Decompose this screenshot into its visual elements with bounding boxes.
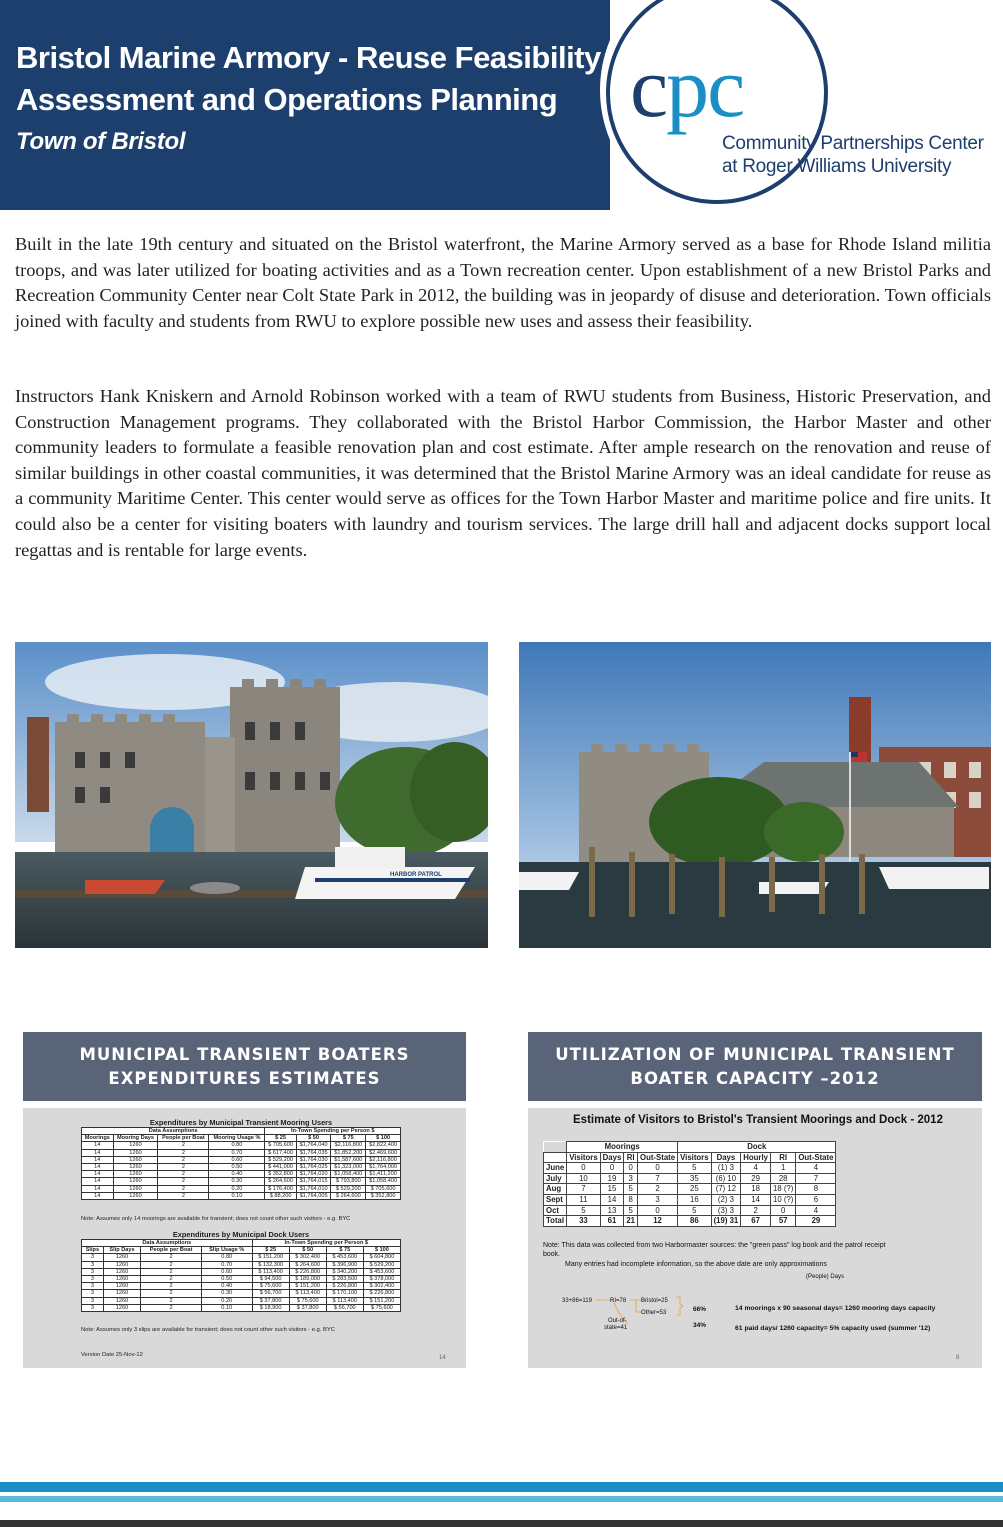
column-header: People per Boat [141,1247,202,1254]
pct-out: 34% [693,1322,707,1329]
flow-other: Other=53 [641,1310,667,1316]
table-cell: 61 [600,1216,624,1227]
table-cell: 14 [82,1149,114,1156]
table-cell: $1,058,400 [366,1178,401,1185]
table-cell: 1260 [113,1185,158,1192]
table-cell: 1260 [103,1261,140,1268]
table-cell: 18 (?) [770,1184,795,1195]
dock-table-caption: Expenditures by Municipal Dock Users [172,1230,310,1239]
table-cell: 18 [741,1184,771,1195]
table-row [82,1276,401,1283]
logo-letter-c2: c [707,39,744,135]
table-cell: 4 [796,1205,836,1216]
table-cell: $ 705,600 [265,1142,296,1149]
table-cell: 14 [82,1164,114,1171]
table-cell: 14 [82,1185,114,1192]
table-cell: 3 [82,1290,104,1297]
table-cell: 29 [796,1216,836,1227]
table-cell: (2) 3 [711,1194,741,1205]
footer-bar-thin [0,1496,1003,1502]
utilization-panel-title [528,1032,982,1101]
table-cell: 0.40 [209,1171,265,1178]
column-header [544,1152,567,1163]
table-group-header: Data Assumptions [82,1128,265,1135]
expenditures-panel-title [23,1032,466,1101]
table-cell: 2 [158,1178,209,1185]
table-cell: 0.50 [201,1276,252,1283]
table-cell: $ 264,600 [331,1192,366,1199]
table-cell: 7 [638,1173,678,1184]
expenditures-title-line-2: EXPENDITURES ESTIMATES [108,1068,381,1088]
table-cell: 2 [141,1290,202,1297]
table-cell: 33 [567,1216,600,1227]
table-cell: 6 [796,1194,836,1205]
visitor-estimate-table [543,1141,836,1227]
table-cell: 7 [796,1173,836,1184]
table-row [82,1268,401,1275]
table-cell: 4 [741,1163,771,1174]
table-cell: $1,764,040 [296,1142,331,1149]
table-cell: $ 617,400 [265,1149,296,1156]
column-header: Mooring Days [113,1135,158,1142]
table-row [82,1254,401,1261]
table-cell: 4 [796,1163,836,1174]
table-cell: 2 [141,1304,202,1311]
table-cell: 2 [141,1283,202,1290]
table-cell: $ 264,600 [289,1261,326,1268]
table-cell: $ 283,500 [326,1276,363,1283]
visitor-table-title: Estimate of Visitors to Bristol's Transient Moorings and Dock - 2012 [573,1114,943,1126]
column-header: Out-State [796,1152,836,1163]
table-cell: 1260 [103,1254,140,1261]
table-row [82,1156,401,1163]
logo-org-affiliation: at Roger Williams University [722,156,952,177]
table-cell: $1,764,005 [296,1192,331,1199]
pct-ri: 66% [693,1306,707,1313]
column-header: RI [624,1152,638,1163]
table-cell: 67 [741,1216,771,1227]
table-cell: $ 302,400 [289,1254,326,1261]
table-cell: 12 [638,1216,678,1227]
column-header: Days [711,1152,741,1163]
table-row [544,1163,836,1174]
table-cell: (3) 3 [711,1205,741,1216]
table-cell: $ 529,200 [265,1156,296,1163]
table-cell: 14 [82,1171,114,1178]
row-label: Oct [544,1205,567,1216]
intro-paragraph: Built in the late 19th century and situated on the Bristol waterfront, the Marine Armory served as a base for Rhode Island militia troops, and was later utilized for boating activities and as a Town recreation center. Upon establishment of a new Bristol Parks and Recreation Community Center near Colt State Park in 2012, the building was in jeopardy of disuse and deterioration. Town officials joined with faculty and students from RWU to explore possible new uses and assess their feasibility. [15,234,991,331]
table-row [82,1171,401,1178]
table-cell: 1260 [113,1142,158,1149]
table-cell: $1,764,010 [296,1185,331,1192]
mooring-table-note: Note: Assumes only 14 moorings are available for transient; does not count other such visitors - e.g. BYC [81,1216,351,1222]
table-cell: (19) 31 [711,1216,741,1227]
table-cell: $ 340,200 [326,1268,363,1275]
table-cell: $ 151,200 [289,1283,326,1290]
table-cell: $ 453,600 [326,1254,363,1261]
table-cell: 0 [567,1163,600,1174]
table-cell: 3 [82,1276,104,1283]
table-row [82,1164,401,1171]
expenditures-slide [23,1108,466,1368]
table-cell: $ 56,700 [252,1290,289,1297]
page-title-line-1: Bristol Marine Armory - Reuse Feasibility [16,40,601,75]
table-cell: $ 75,600 [252,1283,289,1290]
header-banner [0,0,1003,210]
table-cell: $1,764,030 [296,1156,331,1163]
table-cell: (6) 10 [711,1173,741,1184]
table-cell: 0.70 [201,1261,252,1268]
table-row [544,1173,836,1184]
table-cell: 0 [624,1163,638,1174]
column-header: $ 25 [252,1247,289,1254]
table-cell: 0.30 [209,1178,265,1185]
table-cell: $ 37,800 [289,1304,326,1311]
moorings-group-header: Moorings [567,1142,678,1153]
row-label: June [544,1163,567,1174]
table-cell: 0 [770,1205,795,1216]
flow-out: Out-of- [608,1318,627,1324]
table-cell: $ 352,800 [366,1192,401,1199]
table-cell: 7 [567,1184,600,1195]
column-header: Moorings [82,1135,114,1142]
table-cell: $2,116,800 [331,1142,366,1149]
table-cell: 0.10 [209,1192,265,1199]
table-cell: $ 132,300 [252,1261,289,1268]
table-cell: 57 [770,1216,795,1227]
table-cell: 16 [678,1194,711,1205]
table-cell: 2 [741,1205,771,1216]
column-header: $ 50 [289,1247,326,1254]
table-cell: $ 75,600 [363,1304,400,1311]
table-cell: 21 [624,1216,638,1227]
table-cell: $ 151,200 [252,1254,289,1261]
table-cell: $ 705,600 [366,1185,401,1192]
table-cell: 0.60 [201,1268,252,1275]
table-cell: $2,469,600 [366,1149,401,1156]
table-cell: $ 56,700 [326,1304,363,1311]
table-cell: 14 [82,1192,114,1199]
table-row [82,1185,401,1192]
column-header: Slips [82,1247,104,1254]
table-cell: 10 (?) [770,1194,795,1205]
table-cell: $ 113,400 [252,1268,289,1275]
column-header: Days [600,1152,624,1163]
slide-page-number: 8 [956,1355,960,1361]
table-cell: $ 151,200 [363,1297,400,1304]
table-cell: $ 176,400 [265,1185,296,1192]
column-header: People per Boat [158,1135,209,1142]
table-cell: 5 [624,1184,638,1195]
table-cell: 2 [158,1149,209,1156]
approximation-note: Many entries had incomplete information, so the above date are only approximations [565,1261,827,1268]
utilization-title-line-2: BOATER CAPACITY –2012 [630,1068,880,1088]
table-group-header: In-Town Spending per Person $ [252,1240,400,1247]
table-cell: 1260 [103,1268,140,1275]
table-cell: 5 [624,1205,638,1216]
table-row [82,1283,401,1290]
table-cell: 14 [82,1142,114,1149]
table-cell: 2 [141,1268,202,1275]
table-cell: 2 [141,1254,202,1261]
table-cell: 86 [678,1216,711,1227]
table-cell: $ 226,800 [326,1283,363,1290]
table-cell: 0.80 [201,1254,252,1261]
table-cell: $ 88,200 [265,1192,296,1199]
armory-photo-front [15,642,488,948]
table-cell: $1,323,000 [331,1164,366,1171]
column-header: Slip Usage % [201,1247,252,1254]
table-row [82,1290,401,1297]
column-header: $ 50 [296,1135,331,1142]
column-header: $ 100 [366,1135,401,1142]
page-title-line-2: Assessment and Operations Planning [16,82,558,117]
table-row [82,1297,401,1304]
table-cell: 0.20 [209,1185,265,1192]
flow-ri: RI=78 [610,1298,627,1304]
table-cell: $ 604,800 [363,1254,400,1261]
table-cell: 2 [141,1297,202,1304]
table-cell: 10 [567,1173,600,1184]
table-cell: 2 [158,1192,209,1199]
table-cell: $ 226,800 [289,1268,326,1275]
footer-bar [0,1482,1003,1492]
table-cell: $1,411,200 [366,1171,401,1178]
table-cell: 14 [741,1194,771,1205]
table-row [544,1184,836,1195]
table-cell: $ 226,800 [363,1290,400,1297]
row-label: Aug [544,1184,567,1195]
flow-total: 33+86=119 [562,1298,592,1304]
legend-text: (People) Days [806,1274,845,1280]
table-cell: 0.80 [209,1142,265,1149]
table-cell: 5 [678,1163,711,1174]
table-cell: 8 [624,1194,638,1205]
table-cell: $ 264,600 [265,1178,296,1185]
table-cell: $ 170,100 [326,1290,363,1297]
table-cell: 1260 [103,1290,140,1297]
table-cell: (7) 12 [711,1184,741,1195]
flow-out-2: state=41 [604,1325,628,1331]
table-cell: $ 352,800 [265,1171,296,1178]
table-cell: 5 [678,1205,711,1216]
table-cell: $2,116,800 [366,1156,401,1163]
table-cell: 0.30 [201,1290,252,1297]
table-cell: $1,764,020 [296,1171,331,1178]
table-cell: $ 378,000 [363,1276,400,1283]
table-row [82,1304,401,1311]
table-cell: $1,764,025 [296,1164,331,1171]
table-cell: $ 37,800 [252,1297,289,1304]
table-cell: $1,058,400 [331,1171,366,1178]
row-label: Sept [544,1194,567,1205]
mooring-expenditures-table [81,1127,401,1200]
table-cell: 15 [600,1184,624,1195]
table-cell: $ 94,500 [252,1276,289,1283]
table-cell: 0.20 [201,1297,252,1304]
table-cell: 2 [158,1171,209,1178]
utilization-slide [528,1108,982,1368]
table-cell: 2 [638,1184,678,1195]
table-cell: 1260 [103,1304,140,1311]
table-cell: $ 113,400 [326,1297,363,1304]
table-cell: $1,764,035 [296,1149,331,1156]
boat-label: HARBOR PATROL [390,872,442,878]
table-row [544,1216,836,1227]
table-cell: 0.10 [201,1304,252,1311]
table-cell: $ 189,000 [289,1276,326,1283]
table-cell: 0.70 [209,1149,265,1156]
column-header: RI [770,1152,795,1163]
table-cell: 14 [82,1156,114,1163]
table-cell: $2,822,400 [366,1142,401,1149]
usage-calc: 61 paid days/ 1260 capacity= 5% capacity used (summer '12) [735,1325,931,1332]
dock-expenditures-table [81,1239,401,1312]
capacity-calc: 14 moorings x 90 seasonal days= 1260 mooring days capacity [735,1305,936,1312]
table-cell: 1260 [103,1283,140,1290]
table-cell: $1,852,200 [331,1149,366,1156]
table-cell: $ 793,800 [331,1178,366,1185]
table-cell: $ 113,400 [289,1290,326,1297]
table-cell: 29 [741,1173,771,1184]
column-header: $ 75 [331,1135,366,1142]
page-subtitle: Town of Bristol [16,128,186,155]
logo-letter-p: p [666,39,708,135]
table-cell: 3 [82,1261,104,1268]
table-cell: $1,764,015 [296,1178,331,1185]
table-cell: 14 [600,1194,624,1205]
table-cell: $1,764,000 [366,1164,401,1171]
column-header: Slip Days [103,1247,140,1254]
table-cell: 35 [678,1173,711,1184]
dock-table-note: Note: Assumes only 3 slips are available for transient; does not count other such visitors - e.g. BYC [81,1327,335,1333]
dock-group-header: Dock [678,1142,836,1153]
table-cell: 14 [82,1178,114,1185]
cpc-logo [630,39,744,135]
slide-page-number: 14 [439,1355,446,1361]
table-cell: 0.40 [201,1283,252,1290]
table-cell: 1260 [103,1276,140,1283]
column-header: Out-State [638,1152,678,1163]
data-source-note: Note: This data was collected from two Harbormaster sources: the "green pass" log book and the patrol receipt [543,1242,886,1249]
armory-photo-harbor [519,642,991,948]
logo-org-name: Community Partnerships Center [722,133,984,154]
table-cell: 3 [82,1268,104,1275]
table-cell: $ 529,200 [363,1261,400,1268]
mooring-table-caption: Expenditures by Municipal Transient Mooring Users [149,1118,333,1127]
utilization-title-line-1: UTILIZATION OF MUNICIPAL TRANSIENT [555,1044,955,1064]
table-row [544,1205,836,1216]
table-cell: 3 [638,1194,678,1205]
table-cell: $ 453,600 [363,1268,400,1275]
table-cell: 8 [796,1184,836,1195]
table-cell: 1260 [113,1178,158,1185]
column-header: $ 75 [326,1247,363,1254]
column-header: Mooring Usage % [209,1135,265,1142]
table-cell: 0.50 [209,1164,265,1171]
table-cell: $1,587,600 [331,1156,366,1163]
logo-letter-c: c [630,39,667,135]
column-header: $ 100 [363,1247,400,1254]
table-cell: 0 [638,1163,678,1174]
table-cell: 1260 [113,1171,158,1178]
table-cell: 5 [567,1205,600,1216]
table-cell: 28 [770,1173,795,1184]
expenditures-title-line-1: MUNICIPAL TRANSIENT BOATERS [79,1044,410,1064]
footer-bottom-rule [0,1520,1003,1527]
table-cell: 0 [600,1163,624,1174]
data-source-note-cont: book. [543,1251,561,1258]
table-cell: 11 [567,1194,600,1205]
table-cell: 3 [82,1304,104,1311]
table-group-header: Data Assumptions [82,1240,253,1247]
table-cell: 3 [82,1283,104,1290]
version-date: Version Date 25-Nov-12 [81,1352,143,1358]
table-cell: 2 [158,1156,209,1163]
flow-bristol: Bristol=25 [641,1298,668,1304]
table-cell: 19 [600,1173,624,1184]
table-cell: 1260 [113,1164,158,1171]
table-cell: $ 75,600 [289,1297,326,1304]
table-cell: $ 529,200 [331,1185,366,1192]
table-cell: 1 [770,1163,795,1174]
table-cell: $ 396,900 [326,1261,363,1268]
table-cell: 2 [141,1276,202,1283]
table-cell: 25 [678,1184,711,1195]
table-cell: 0.60 [209,1156,265,1163]
column-header: Visitors [678,1152,711,1163]
table-group-header: In-Town Spending per Person $ [265,1128,401,1135]
column-header: $ 25 [265,1135,296,1142]
table-row [544,1194,836,1205]
column-header: Visitors [567,1152,600,1163]
row-label: July [544,1173,567,1184]
table-cell: $ 441,000 [265,1164,296,1171]
table-cell: 13 [600,1205,624,1216]
table-row [82,1178,401,1185]
table-cell: 1260 [113,1156,158,1163]
table-cell: 1260 [113,1192,158,1199]
table-cell: 3 [82,1254,104,1261]
table-cell: 3 [624,1173,638,1184]
table-cell: 1260 [113,1149,158,1156]
table-cell: 2 [158,1164,209,1171]
project-paragraph: Instructors Hank Kniskern and Arnold Robinson worked with a team of RWU students from Business, Historic Preservation, and Construction Management programs. They collaborated with the Bristol Harbor Commission, the Harbor Master and other community leaders to formulate a feasible renovation plan and cost estimate. After ample research on the renovation and reuse of similar buildings in other coastal communities, it was determined that the Bristol Marine Armory was an ideal candidate for reuse as a community Maritime Center. This center would serve as offices for the Town Harbor Master and maritime police and fire units. It could also be a center for visiting boaters with laundry and tourism services. The large drill hall and adjacent docks support local regattas and is rentable for large events. [15,386,991,560]
table-row [82,1261,401,1268]
table-cell: 0 [638,1205,678,1216]
table-cell: (1) 3 [711,1163,741,1174]
table-row [82,1149,401,1156]
table-cell: 3 [82,1297,104,1304]
column-header: Hourly [741,1152,771,1163]
table-row [82,1142,401,1149]
table-cell: 2 [158,1185,209,1192]
table-cell: $ 302,400 [363,1283,400,1290]
table-cell: 1260 [103,1297,140,1304]
table-row [82,1192,401,1199]
table-cell: 2 [158,1142,209,1149]
row-label: Total [544,1216,567,1227]
table-cell: 2 [141,1261,202,1268]
table-cell: $ 18,900 [252,1304,289,1311]
